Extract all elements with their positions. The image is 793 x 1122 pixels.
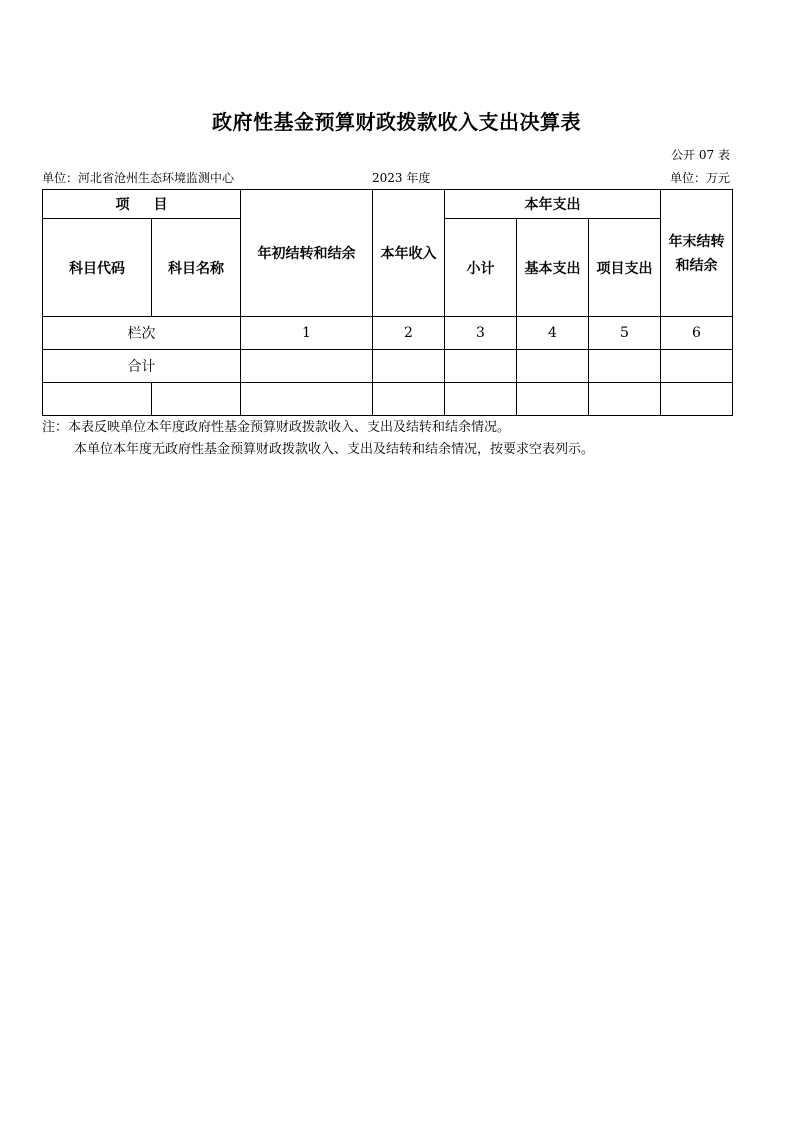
currency-unit: 单位：万元 bbox=[669, 171, 730, 185]
table-cell bbox=[517, 350, 589, 383]
table-cell bbox=[589, 350, 661, 383]
header-subtotal: 小计 bbox=[445, 219, 517, 317]
reporting-unit: 单位：河北省沧州生态环境监测中心 bbox=[42, 171, 235, 185]
table-cell bbox=[152, 383, 241, 416]
table-cell bbox=[661, 383, 733, 416]
column-index-5: 5 bbox=[589, 317, 661, 350]
table-cell bbox=[241, 383, 373, 416]
note-line-1: 注：本表反映单位本年度政府性基金预算财政拨款收入、支出及结转和结余情况。 bbox=[42, 420, 511, 435]
fiscal-year: 2023 年度 bbox=[372, 171, 431, 185]
column-index-1: 1 bbox=[241, 317, 373, 350]
table-cell bbox=[43, 383, 152, 416]
table-cell bbox=[661, 350, 733, 383]
budget-table bbox=[42, 189, 733, 416]
total-label: 合计 bbox=[43, 350, 241, 383]
total-row bbox=[43, 350, 733, 383]
header-item-char-1: 项 bbox=[115, 197, 130, 213]
column-index-6: 6 bbox=[661, 317, 733, 350]
header-name: 科目名称 bbox=[152, 219, 241, 317]
column-index-4: 4 bbox=[517, 317, 589, 350]
empty-row bbox=[43, 383, 733, 416]
column-index-2: 2 bbox=[373, 317, 445, 350]
column-index-3: 3 bbox=[445, 317, 517, 350]
header-code: 科目代码 bbox=[43, 219, 152, 317]
note-line-2: 本单位本年度无政府性基金预算财政拨款收入、支出及结转和结余情况，按要求空表列示。 bbox=[74, 442, 595, 457]
header-item-char-2: 目 bbox=[153, 197, 168, 213]
header-project: 项目支出 bbox=[589, 219, 661, 317]
header-income: 本年收入 bbox=[373, 190, 445, 317]
table-cell bbox=[373, 350, 445, 383]
table-cell bbox=[445, 350, 517, 383]
table-cell bbox=[517, 383, 589, 416]
header-closing-balance bbox=[661, 190, 733, 317]
table-cell bbox=[445, 383, 517, 416]
document-title: 政府性基金预算财政拨款收入支出决算表 bbox=[212, 110, 581, 134]
header-row-1 bbox=[43, 190, 733, 219]
form-number: 公开 07 表 bbox=[671, 148, 730, 162]
column-index-label: 栏次 bbox=[43, 317, 241, 350]
table-cell bbox=[373, 383, 445, 416]
header-expenditure: 本年支出 bbox=[445, 190, 661, 219]
header-opening-balance: 年初结转和结余 bbox=[241, 190, 373, 317]
header-item bbox=[43, 190, 241, 219]
table-cell bbox=[241, 350, 373, 383]
header-closing-line-1: 年末结转 bbox=[668, 234, 725, 250]
header-basic: 基本支出 bbox=[517, 219, 589, 317]
table-cell bbox=[589, 383, 661, 416]
header-closing-line-2: 和结余 bbox=[675, 258, 718, 274]
column-index-row bbox=[43, 317, 733, 350]
